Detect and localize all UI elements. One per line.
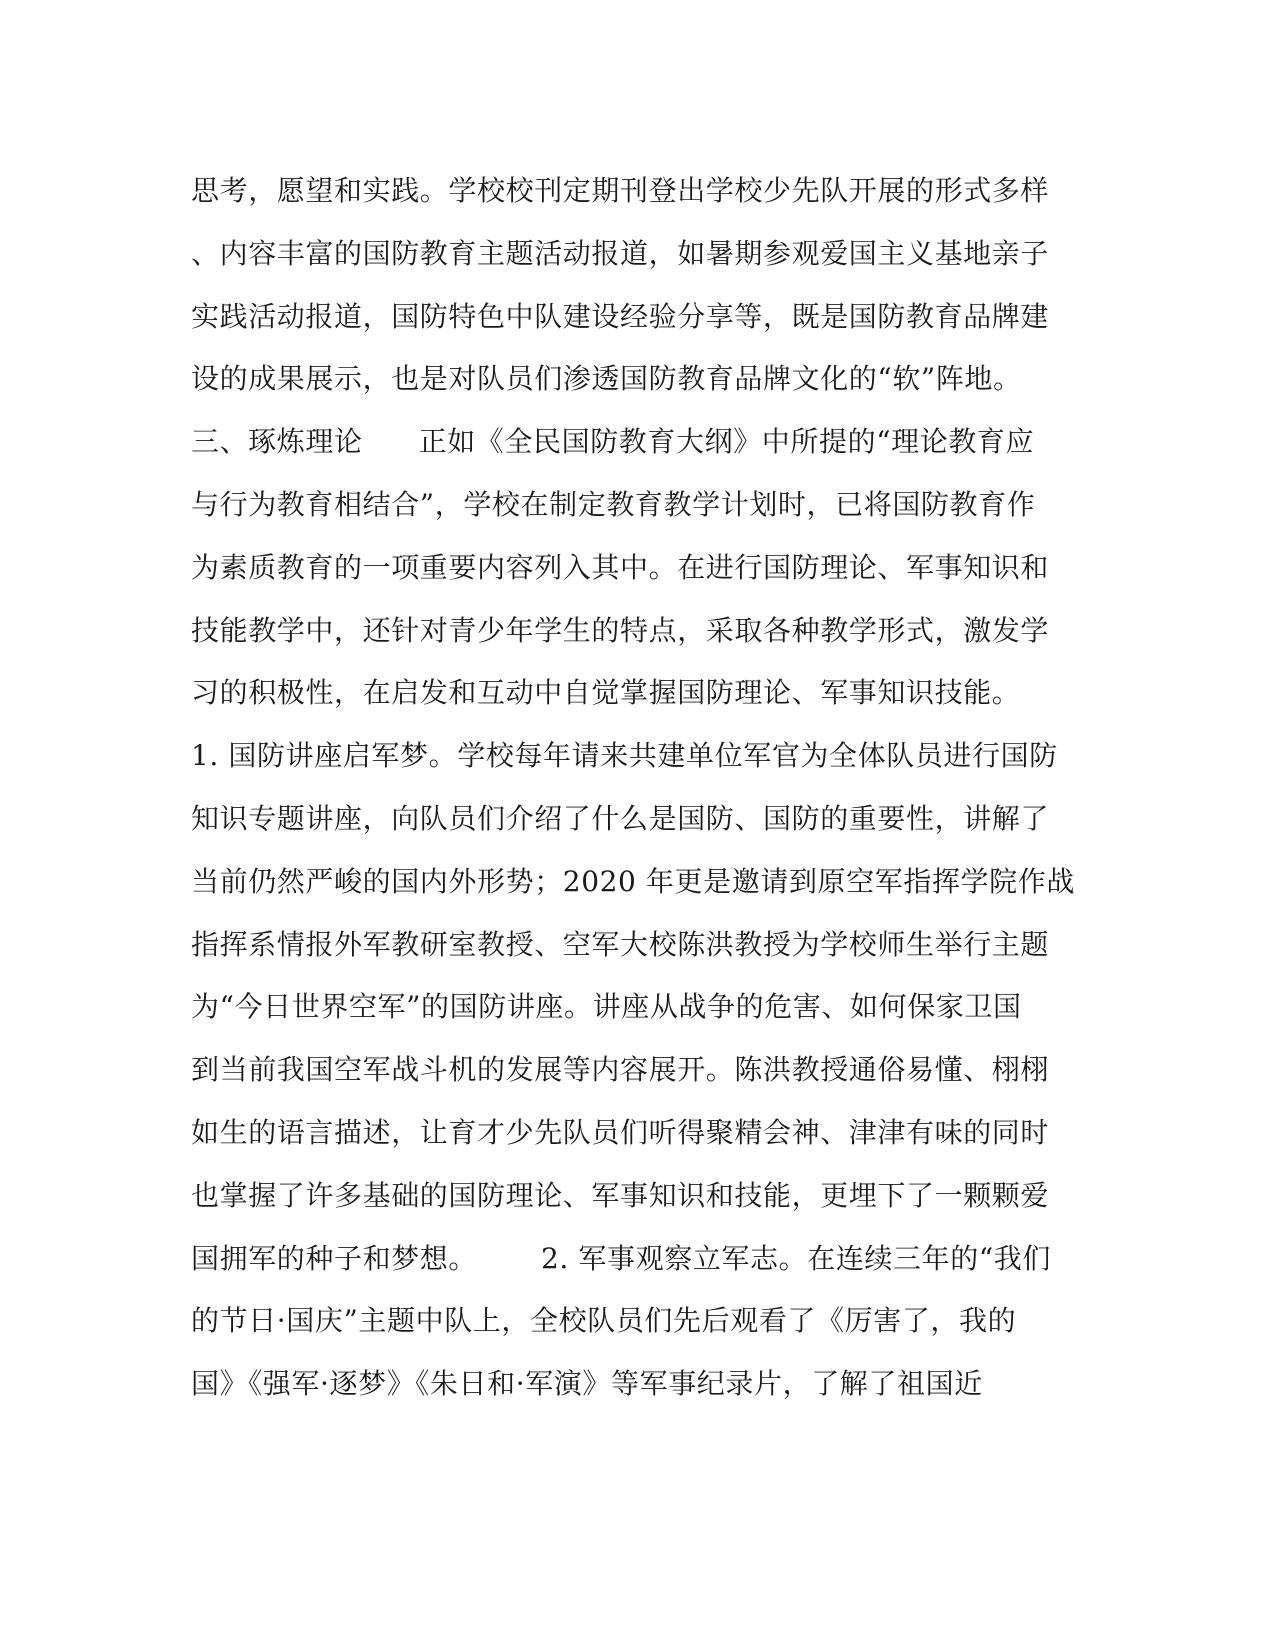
text-line: 到当前我国空军战斗机的发展等内容展开。陈洪教授通俗易懂、栩栩 [191,1053,1050,1087]
text-line: 也掌握了许多基础的国防理论、军事知识和技能，更埋下了一颗颗爱 [191,1178,1050,1212]
section-heading-text: 正如《全民国防教育大纲》中所提的“理论教育应 [418,425,1035,459]
split-text-line [191,1228,1091,1291]
text-line: 如生的语言描述，让育才少先队员们听得聚精会神、津津有味的同时 [191,1115,1050,1149]
text-line: 当前仍然严峻的国内外形势；2020 年更是邀请到原空军指挥学院作战 [191,864,1075,898]
text-line: 指挥系情报外军教研室教授、空军大校陈洪教授为学校师生举行主题 [191,927,1050,961]
text-line: 知识专题讲座，向队员们介绍了什么是国防、国防的重要性，讲解了 [191,801,1050,835]
text-line: 的节日·国庆”主题中队上，全校队员们先后观看了《厉害了，我的 [191,1304,1017,1338]
text-line: 技能教学中，还针对青少年学生的特点，采取各种教学形式，激发学 [191,613,1050,647]
paragraph-end: 国拥军的种子和梦想。 [191,1241,478,1275]
text-line: 设的成果展示，也是对队员们渗透国防教育品牌文化的“软”阵地。 [191,362,1022,396]
document-body [191,160,1091,1416]
text-line: 为素质教育的一项重要内容列入其中。在进行国防理论、军事知识和 [191,550,1050,584]
text-line: 国》《强军·逐梦》《朱日和·军演》等军事纪录片，了解了祖国近 [191,1367,983,1401]
text-line: 习的积极性，在启发和互动中自觉掌握国防理论、军事知识技能。 [191,676,1021,710]
subsection-start: 2. 军事观察立军志。在连续三年的“我们 [541,1241,1051,1275]
text-line: 、内容丰富的国防教育主题活动报道，如暑期参观爱国主义基地亲子 [191,236,1050,270]
section-heading-line [191,411,1091,474]
text-line: 实践活动报道，国防特色中队建设经验分享等，既是国防教育品牌建 [191,299,1050,333]
section-heading: 三、琢炼理论 [191,425,363,459]
text-line: 思考，愿望和实践。学校校刊定期刊登出学校少先队开展的形式多样 [191,174,1050,207]
text-line: 与行为教育相结合”，学校在制定教育教学计划时，已将国防教育作 [191,487,1036,521]
text-line: 为“今日世界空军”的国防讲座。讲座从战争的危害、如何保家卫国 [191,990,1022,1024]
text-line: 1. 国防讲座启军梦。学校每年请来共建单位军官为全体队员进行国防 [191,739,1058,773]
